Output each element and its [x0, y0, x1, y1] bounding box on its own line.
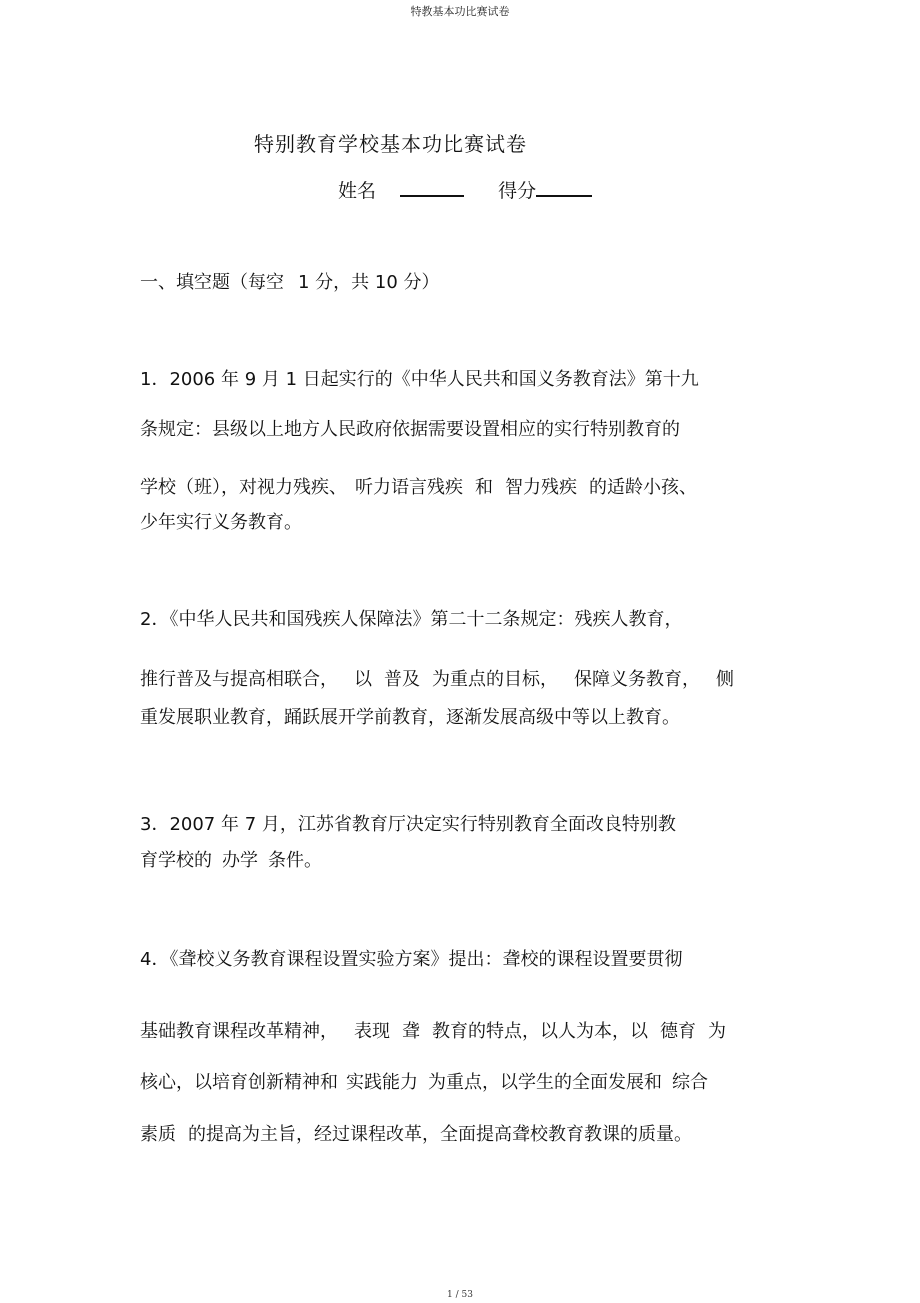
q4-answer-5: 综合 [672, 1072, 708, 1093]
q1-answer-2: 智力残疾 [505, 477, 577, 498]
score-blank[interactable] [536, 177, 592, 197]
q1-line-3: 学校（班），对视力残疾、 听力语言残疾 和 智力残疾 的适龄小孩、 [140, 477, 697, 498]
page-number: 1 / 53 [447, 1290, 473, 1300]
q4-answer-1: 表现 [354, 1021, 390, 1042]
name-score-line [338, 176, 592, 203]
q3-answer-1: 办学 [222, 850, 258, 871]
q2-line-1: 2．《中华人民共和国残疾人保障法》第二十二条规定：残疾人教育， [140, 609, 683, 630]
page-header: 特教基本功比赛试卷 [410, 5, 510, 18]
q2-answer-1: 普及 [384, 669, 420, 690]
q4-answer-2: 聋 [402, 1021, 420, 1042]
section1-heading: 一、填空题（每空 1 分，共 10 分） [140, 272, 440, 293]
name-label: 姓名 [338, 180, 377, 202]
q4-line-2: 基础教育课程改革精神， 表现 聋 教育的特点，以人为本，以 德育 为 [140, 1021, 726, 1042]
q1-line-4: 少年实行义务教育。 [140, 512, 302, 533]
q4-answer-5b: 素质 [140, 1124, 176, 1145]
q2-line-2: 推行普及与提高相联合， 以 普及 为重点的目标， 保障义务教育， 侧 [140, 669, 734, 690]
document-title: 特别教育学校基本功比赛试卷 [254, 132, 527, 156]
q3-line-2: 育学校的 办学 条件。 [140, 850, 322, 871]
q4-line-1: 4．《聋校义务教育课程设置实验方案》提出：聋校的课程设置要贯彻 [140, 949, 683, 970]
q1-answer-1: 听力语言残疾 [355, 477, 463, 498]
score-label: 得分 [498, 180, 537, 202]
q1-line-2: 条规定：县级以上地方人民政府依据需要设置相应的实行特别教育的 [140, 419, 680, 440]
q4-answer-4: 实践能力 [346, 1072, 418, 1093]
q4-line-3: 核心，以培育创新精神和 实践能力 为重点，以学生的全面发展和 综合 [140, 1072, 708, 1093]
q4-line-4: 素质 的提高为主旨，经过课程改革，全面提高聋校教育教课的质量。 [140, 1124, 692, 1145]
q3-line-1: 3．2007 年 7 月，江苏省教育厅决定实行特别教育全面改良特别教 [140, 814, 676, 835]
q4-answer-3: 德育 [660, 1021, 696, 1042]
q1-line-1: 1．2006 年 9 月 1 日起实行的《中华人民共和国义务教育法》第十九 [140, 369, 699, 390]
name-blank[interactable] [400, 177, 464, 197]
q2-line-3: 重发展职业教育，踊跃展开学前教育，逐渐发展高级中等以上教育。 [140, 707, 680, 728]
